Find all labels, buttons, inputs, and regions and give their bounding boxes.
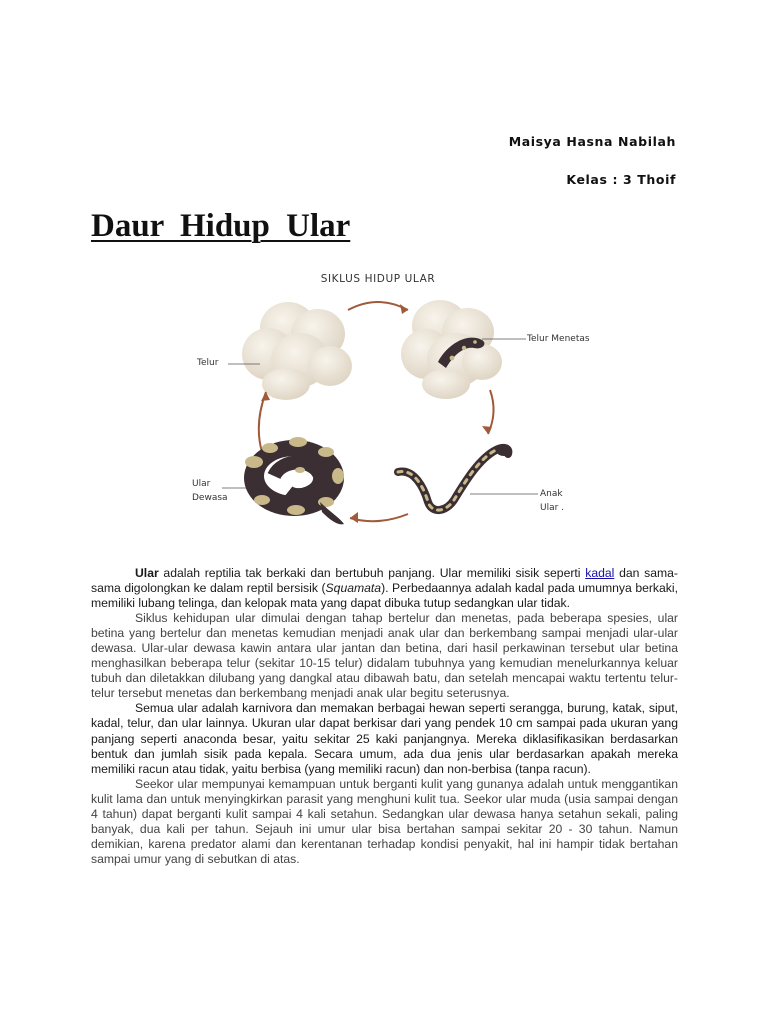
term-ular: Ular (135, 566, 159, 580)
label-anak-ular-2: Ular . (540, 503, 565, 513)
snake-life-cycle-diagram (170, 262, 610, 542)
adult-snake-icon (244, 437, 344, 524)
egg-cluster-icon (242, 302, 352, 400)
label-telur: Telur (197, 358, 219, 368)
arrow-bottom-icon (350, 514, 408, 521)
label-telur-menetas: Telur Menetas (527, 334, 590, 344)
label-ular-dewasa-2: Dewasa (192, 493, 228, 503)
term-squamata: Squamata (325, 581, 382, 596)
young-snake-icon (398, 448, 511, 510)
paragraph-1-text-b: dan sama-sama digolongkan ke dalam reptil bersisik ( (91, 566, 678, 596)
class-label: Kelas : 3 Thoif (566, 172, 676, 187)
paragraph-2: Siklus kehidupan ular dimulai dengan tahap bertelur dan menetas, pada beberapa spesies, ular betina yang bertelur dan menetas kemudian menjadi anak ular dan berkembang sampai menjadi ular-ular dewasa. Ular-ular dewasa kawin antara ular jantan dan betina, dari hasil perkawinan tersebut ular betina menghasilkan beberapa telur (sekitar 10-15 telur) didalam tubuhnya yang kemudian menelurkannya keluar tubuh dan diletakkan dilubang yang dangkal atau dibawah batu, dan setelah mencapai waktu tertentu telur-telur tersebut menetas dan berkembang menjadi anak ular begitu seterusnya. (91, 611, 678, 701)
arrow-top-icon (348, 302, 408, 310)
paragraph-1-text-a: adalah reptilia tak berkaki dan bertubuh panjang. Ular memiliki sisik seperti (158, 566, 586, 580)
author-name: Maisya Hasna Nabilah (508, 134, 676, 149)
diagram-title: SIKLUS HIDUP ULAR (320, 273, 436, 285)
link-kadal[interactable]: kadal (585, 566, 615, 580)
arrow-left-icon (259, 392, 266, 452)
paragraph-1-text-c: ). Perbedaannya adalah kadal pada umumnya berkaki, memiliki lubang telinga, dan kelopak mata yang dapat dibuka tutup sedangkan ular tidak. (91, 581, 678, 611)
label-ular-dewasa-1: Ular (192, 479, 211, 489)
paragraph-4: Seekor ular mempunyai kemampuan untuk berganti kulit yang gunanya adalah untuk menggantikan kulit lama dan untuk menyingkirkan parasit yang menghuni kulit tua. Seekor ular muda (usia sampai dengan 4 tahun) dapat berganti kulit sampai 4 kali setahun. Sedangkan ular dewasa hanya setahun sekali, paling banyak, dua kali per tahun. Sejauh ini umur ular bisa bertahan sampai sekitar 20 - 30 tahun. Namun demikian, karena predator alami dan kerentanan terhadap kondisi penyakit, hal ini hampir tidak bertahan sampai umur yang di sebutkan di atas. (91, 776, 678, 866)
paragraph-1 (91, 566, 678, 611)
article-body (91, 566, 678, 867)
label-anak-ular-1: Anak (540, 489, 563, 499)
paragraph-3: Semua ular adalah karnivora dan memakan berbagai hewan seperti serangga, burung, katak, siput, kadal, telur, dan ular lainnya. Ukuran ular dapat berkisar dari yang pendek 10 cm sampai pada ukuran yang panjang seperti anaconda besar, yaitu sekitar 25 kaki panjangnya. Mereka diklasifikasikan berdasarkan bentuk dan jumlah sisik pada kepala. Secara umum, ada dua jenis ular berdasarkan apakah mereka memiliki racun atau tidak, yaitu berbisa (yang memiliki racun) dan non-berbisa (tanpa racun). (91, 701, 678, 776)
hatching-egg-icon (401, 300, 502, 399)
document-title: Daur Hidup Ular (91, 208, 351, 244)
